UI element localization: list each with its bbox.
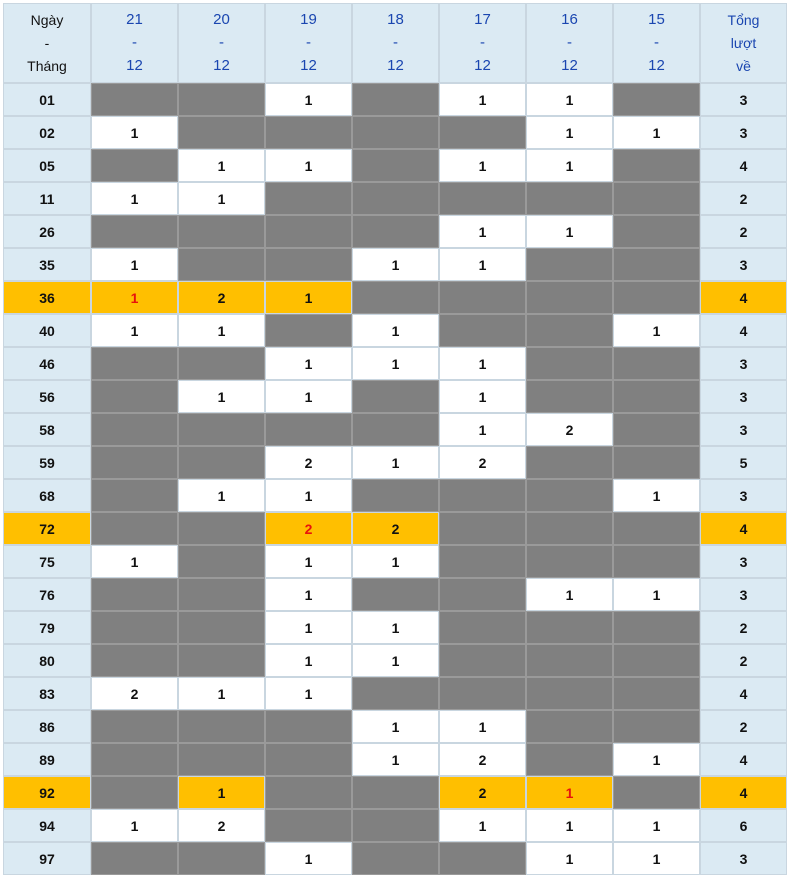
miss-cell [265,413,352,446]
miss-cell [91,710,178,743]
miss-cell [613,413,700,446]
header-text-line: 16 [561,11,578,28]
miss-cell [178,545,265,578]
header-text-stack [648,12,665,74]
miss-cell [526,380,613,413]
miss-cell [91,413,178,446]
miss-cell [91,578,178,611]
header-text-line: 15 [648,11,665,28]
row-number: 35 [3,248,91,281]
miss-cell [613,677,700,710]
hit-cell: 1 [352,545,439,578]
row-number: 89 [3,743,91,776]
header-text-line: 12 [561,57,578,74]
miss-cell [352,776,439,809]
miss-cell [526,182,613,215]
hit-cell: 1 [265,611,352,644]
miss-cell [613,545,700,578]
header-text-stack [728,12,760,74]
miss-cell [178,446,265,479]
header-text-line: - [132,34,137,51]
hit-cell: 1 [439,149,526,182]
hit-cell: 1 [439,809,526,842]
miss-cell [178,413,265,446]
hit-cell: 1 [352,347,439,380]
miss-cell [526,611,613,644]
row-number: 83 [3,677,91,710]
row-number: 59 [3,446,91,479]
row-number: 02 [3,116,91,149]
miss-cell [352,116,439,149]
miss-cell [613,182,700,215]
miss-cell [613,446,700,479]
header-date-column [352,3,439,83]
miss-cell [613,347,700,380]
hit-cell: 2 [91,677,178,710]
hit-cell: 1 [91,314,178,347]
hit-cell: 1 [178,149,265,182]
hit-cell: 1 [352,710,439,743]
miss-cell [91,347,178,380]
row-number: 58 [3,413,91,446]
header-text-line: 17 [474,11,491,28]
miss-cell [91,83,178,116]
miss-cell [178,248,265,281]
hit-cell: 1 [526,215,613,248]
hit-cell: 1 [178,380,265,413]
row-total: 3 [700,413,787,446]
header-text-line: - [306,34,311,51]
header-text-stack [300,12,317,74]
header-text-line: 21 [126,11,143,28]
hit-cell: 1 [265,347,352,380]
hit-cell: 1 [265,83,352,116]
miss-cell [526,446,613,479]
header-text-stack [387,12,404,74]
hit-cell: 1 [352,248,439,281]
hit-cell: 1 [352,446,439,479]
row-total: 5 [700,446,787,479]
row-number: 11 [3,182,91,215]
row-total: 4 [700,776,787,809]
header-text-line: - [567,34,572,51]
header-date-column [526,3,613,83]
hit-cell: 2 [439,446,526,479]
miss-cell [526,743,613,776]
miss-cell [91,149,178,182]
miss-cell [439,842,526,875]
miss-cell [439,677,526,710]
miss-cell [613,149,700,182]
header-day-month [3,3,91,83]
miss-cell [91,380,178,413]
row-total: 2 [700,710,787,743]
row-total: 2 [700,611,787,644]
miss-cell [526,710,613,743]
row-total: 3 [700,347,787,380]
row-number: 76 [3,578,91,611]
header-text-stack [27,12,67,74]
hit-cell: 1 [439,248,526,281]
row-number: 79 [3,611,91,644]
miss-cell [526,347,613,380]
miss-cell [526,248,613,281]
hit-cell: 1 [265,149,352,182]
row-total: 3 [700,248,787,281]
row-total: 3 [700,479,787,512]
row-total: 2 [700,215,787,248]
miss-cell [613,281,700,314]
hit-cell: 1 [613,743,700,776]
row-number: 72 [3,512,91,545]
miss-cell [613,611,700,644]
header-text-stack [213,12,230,74]
miss-cell [91,611,178,644]
hit-cell: 1 [178,479,265,512]
row-total: 4 [700,281,787,314]
miss-cell [439,479,526,512]
miss-cell [613,644,700,677]
miss-cell [439,512,526,545]
row-number: 94 [3,809,91,842]
header-text-line: 12 [648,57,665,74]
hit-cell: 2 [265,446,352,479]
header-text-line: 12 [474,57,491,74]
miss-cell [91,446,178,479]
miss-cell [613,215,700,248]
hit-cell: 1 [439,380,526,413]
hit-cell: 1 [178,677,265,710]
header-text-line: 20 [213,11,230,28]
header-date-column [265,3,352,83]
hit-cell: 1 [91,182,178,215]
header-text-stack [561,12,578,74]
row-number: 97 [3,842,91,875]
header-text-line: - [219,34,224,51]
hit-cell: 1 [265,380,352,413]
miss-cell [526,677,613,710]
header-text-line: về [736,58,751,74]
row-total: 3 [700,83,787,116]
miss-cell [265,809,352,842]
row-total: 6 [700,809,787,842]
miss-cell [613,380,700,413]
row-number: 75 [3,545,91,578]
header-date-column [178,3,265,83]
header-text-line: 12 [387,57,404,74]
miss-cell [352,182,439,215]
miss-cell [352,479,439,512]
miss-cell [178,710,265,743]
header-text-line: - [654,34,659,51]
row-number: 01 [3,83,91,116]
miss-cell [439,545,526,578]
row-number: 36 [3,281,91,314]
hit-cell: 1 [526,776,613,809]
hit-cell: 1 [439,215,526,248]
hit-cell: 1 [265,281,352,314]
hit-cell: 2 [178,281,265,314]
miss-cell [178,842,265,875]
hit-cell: 1 [352,314,439,347]
miss-cell [439,314,526,347]
miss-cell [439,182,526,215]
row-total: 4 [700,677,787,710]
hit-cell: 1 [439,347,526,380]
hit-cell: 1 [265,578,352,611]
miss-cell [91,512,178,545]
header-text-line: 18 [387,11,404,28]
hit-cell: 1 [613,116,700,149]
miss-cell [352,149,439,182]
hit-cell: 1 [352,743,439,776]
miss-cell [178,512,265,545]
miss-cell [352,809,439,842]
hit-cell: 1 [613,578,700,611]
miss-cell [352,842,439,875]
miss-cell [613,776,700,809]
row-total: 2 [700,644,787,677]
hit-cell: 1 [526,116,613,149]
miss-cell [178,743,265,776]
hit-cell: 2 [178,809,265,842]
miss-cell [178,116,265,149]
header-text-line: Ngày [30,12,64,28]
hit-cell: 1 [526,83,613,116]
miss-cell [439,281,526,314]
miss-cell [526,314,613,347]
row-total: 3 [700,842,787,875]
hit-cell: 2 [439,743,526,776]
miss-cell [526,479,613,512]
row-total: 3 [700,380,787,413]
row-number: 46 [3,347,91,380]
miss-cell [178,644,265,677]
row-total: 2 [700,182,787,215]
miss-cell [352,578,439,611]
row-number: 86 [3,710,91,743]
hit-cell: 2 [265,512,352,545]
header-total [700,3,787,83]
miss-cell [178,347,265,380]
miss-cell [265,314,352,347]
miss-cell [613,248,700,281]
hit-cell: 1 [265,644,352,677]
row-total: 4 [700,512,787,545]
hit-cell: 1 [439,710,526,743]
hit-cell: 1 [265,842,352,875]
miss-cell [439,578,526,611]
miss-cell [265,776,352,809]
row-number: 56 [3,380,91,413]
miss-cell [265,248,352,281]
miss-cell [265,215,352,248]
header-text-line: - [44,35,50,51]
miss-cell [439,116,526,149]
hit-cell: 1 [526,149,613,182]
header-text-stack [474,12,491,74]
miss-cell [178,578,265,611]
miss-cell [178,215,265,248]
header-date-column [91,3,178,83]
hit-cell: 1 [526,809,613,842]
miss-cell [526,545,613,578]
miss-cell [265,710,352,743]
miss-cell [352,281,439,314]
miss-cell [526,644,613,677]
miss-cell [439,644,526,677]
hit-cell: 1 [265,479,352,512]
header-text-line: - [480,34,485,51]
header-text-line: 12 [300,57,317,74]
row-total: 4 [700,314,787,347]
miss-cell [613,710,700,743]
header-text-line: 12 [213,57,230,74]
miss-cell [178,611,265,644]
row-number: 80 [3,644,91,677]
header-text-line: Tháng [27,58,67,74]
hit-cell: 2 [439,776,526,809]
header-text-line: Tổng [727,12,760,28]
miss-cell [613,83,700,116]
hit-cell: 1 [91,281,178,314]
row-total: 3 [700,116,787,149]
miss-cell [352,380,439,413]
miss-cell [265,743,352,776]
hit-cell: 1 [91,809,178,842]
header-text-line: lượt [730,35,757,51]
row-total: 3 [700,545,787,578]
hit-cell: 1 [91,545,178,578]
row-total: 3 [700,578,787,611]
header-text-line: 12 [126,57,143,74]
hit-cell: 1 [178,776,265,809]
header-text-line: 19 [300,11,317,28]
hit-cell: 1 [352,611,439,644]
miss-cell [526,281,613,314]
row-number: 68 [3,479,91,512]
hit-cell: 1 [265,545,352,578]
miss-cell [265,182,352,215]
hit-cell: 2 [352,512,439,545]
hit-cell: 1 [526,578,613,611]
row-total: 4 [700,743,787,776]
row-total: 4 [700,149,787,182]
miss-cell [91,644,178,677]
hit-cell: 1 [526,842,613,875]
hit-cell: 1 [91,248,178,281]
miss-cell [352,413,439,446]
hit-cell: 1 [352,644,439,677]
miss-cell [526,512,613,545]
miss-cell [91,479,178,512]
miss-cell [265,116,352,149]
hit-cell: 1 [613,314,700,347]
row-number: 40 [3,314,91,347]
hit-cell: 1 [439,413,526,446]
miss-cell [91,743,178,776]
hit-cell: 1 [178,182,265,215]
hit-cell: 1 [439,83,526,116]
header-date-column [613,3,700,83]
hit-cell: 1 [613,479,700,512]
miss-cell [352,83,439,116]
header-text-line: - [393,34,398,51]
miss-cell [352,677,439,710]
miss-cell [91,776,178,809]
miss-cell [178,83,265,116]
row-number: 26 [3,215,91,248]
miss-cell [352,215,439,248]
row-number: 92 [3,776,91,809]
header-text-stack [126,12,143,74]
hit-cell: 1 [613,842,700,875]
hit-cell: 2 [526,413,613,446]
hit-cell: 1 [613,809,700,842]
miss-cell [613,512,700,545]
miss-cell [91,215,178,248]
miss-cell [439,611,526,644]
header-date-column [439,3,526,83]
hit-cell: 1 [91,116,178,149]
hit-cell: 1 [178,314,265,347]
miss-cell [91,842,178,875]
row-number: 05 [3,149,91,182]
hit-cell: 1 [265,677,352,710]
